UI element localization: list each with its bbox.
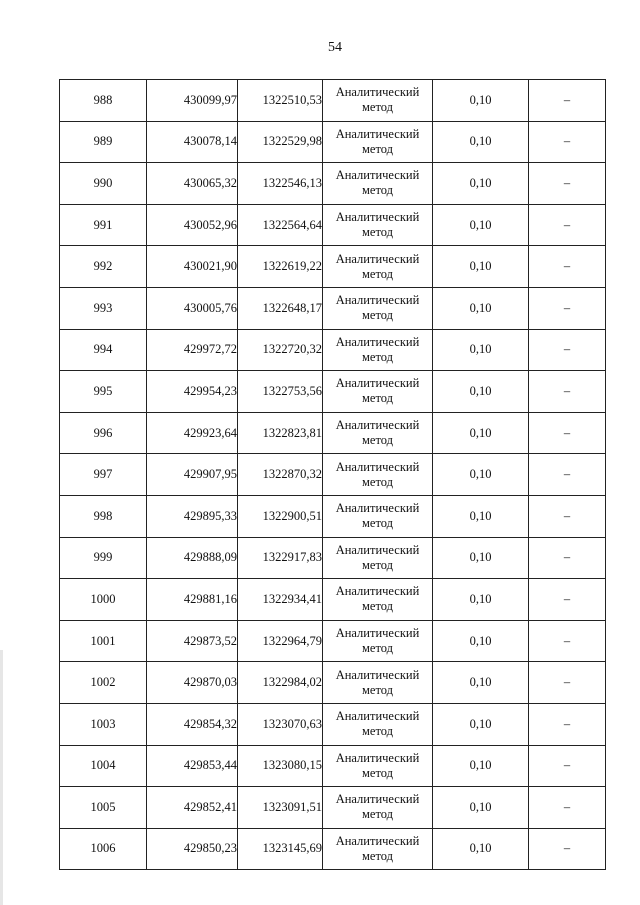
accuracy-cell: 0,10 (433, 412, 529, 454)
point-number-cell: 990 (60, 163, 147, 205)
method-cell: Аналитический метод (323, 620, 433, 662)
method-cell: Аналитический метод (323, 787, 433, 829)
point-number-cell: 1001 (60, 620, 147, 662)
y-coordinate-cell: 1322510,53 (238, 80, 323, 122)
x-coordinate-cell: 429923,64 (147, 412, 238, 454)
accuracy-cell: 0,10 (433, 537, 529, 579)
point-number-cell: 996 (60, 412, 147, 454)
note-cell: – (529, 287, 606, 329)
note-cell: – (529, 329, 606, 371)
method-cell: Аналитический метод (323, 745, 433, 787)
x-coordinate-cell: 429853,44 (147, 745, 238, 787)
x-coordinate-cell: 430065,32 (147, 163, 238, 205)
table-row (60, 454, 606, 496)
note-cell: – (529, 246, 606, 288)
point-number-cell: 1006 (60, 828, 147, 870)
x-coordinate-cell: 430005,76 (147, 287, 238, 329)
point-number-cell: 998 (60, 495, 147, 537)
table-row (60, 163, 606, 205)
y-coordinate-cell: 1323080,15 (238, 745, 323, 787)
accuracy-cell: 0,10 (433, 579, 529, 621)
note-cell: – (529, 828, 606, 870)
method-cell: Аналитический метод (323, 828, 433, 870)
table-row (60, 662, 606, 704)
note-cell: – (529, 412, 606, 454)
note-cell: – (529, 745, 606, 787)
method-cell: Аналитический метод (323, 80, 433, 122)
point-number-cell: 1005 (60, 787, 147, 829)
point-number-cell: 1004 (60, 745, 147, 787)
accuracy-cell: 0,10 (433, 80, 529, 122)
method-cell: Аналитический метод (323, 246, 433, 288)
y-coordinate-cell: 1322619,22 (238, 246, 323, 288)
note-cell: – (529, 662, 606, 704)
point-number-cell: 988 (60, 80, 147, 122)
accuracy-cell: 0,10 (433, 828, 529, 870)
note-cell: – (529, 703, 606, 745)
x-coordinate-cell: 429972,72 (147, 329, 238, 371)
method-cell: Аналитический метод (323, 454, 433, 496)
x-coordinate-cell: 429854,32 (147, 703, 238, 745)
accuracy-cell: 0,10 (433, 787, 529, 829)
x-coordinate-cell: 429850,23 (147, 828, 238, 870)
point-number-cell: 1002 (60, 662, 147, 704)
point-number-cell: 994 (60, 329, 147, 371)
x-coordinate-cell: 429852,41 (147, 787, 238, 829)
x-coordinate-cell: 429954,23 (147, 371, 238, 413)
method-cell: Аналитический метод (323, 371, 433, 413)
x-coordinate-cell: 430021,90 (147, 246, 238, 288)
method-cell: Аналитический метод (323, 537, 433, 579)
note-cell: – (529, 620, 606, 662)
x-coordinate-cell: 430078,14 (147, 121, 238, 163)
y-coordinate-cell: 1323091,51 (238, 787, 323, 829)
note-cell: – (529, 579, 606, 621)
note-cell: – (529, 204, 606, 246)
y-coordinate-cell: 1322564,64 (238, 204, 323, 246)
method-cell: Аналитический метод (323, 703, 433, 745)
y-coordinate-cell: 1322964,79 (238, 620, 323, 662)
table-row (60, 537, 606, 579)
table-row (60, 371, 606, 413)
x-coordinate-cell: 429895,33 (147, 495, 238, 537)
note-cell: – (529, 495, 606, 537)
accuracy-cell: 0,10 (433, 620, 529, 662)
note-cell: – (529, 454, 606, 496)
x-coordinate-cell: 430052,96 (147, 204, 238, 246)
method-cell: Аналитический метод (323, 412, 433, 454)
accuracy-cell: 0,10 (433, 454, 529, 496)
table-row (60, 828, 606, 870)
table-row (60, 204, 606, 246)
table-row (60, 579, 606, 621)
table-row (60, 287, 606, 329)
y-coordinate-cell: 1322823,81 (238, 412, 323, 454)
table-row (60, 329, 606, 371)
note-cell: – (529, 787, 606, 829)
accuracy-cell: 0,10 (433, 246, 529, 288)
method-cell: Аналитический метод (323, 121, 433, 163)
table-row (60, 412, 606, 454)
table-row (60, 787, 606, 829)
accuracy-cell: 0,10 (433, 371, 529, 413)
point-number-cell: 1003 (60, 703, 147, 745)
x-coordinate-cell: 429888,09 (147, 537, 238, 579)
note-cell: – (529, 80, 606, 122)
x-coordinate-cell: 429907,95 (147, 454, 238, 496)
accuracy-cell: 0,10 (433, 287, 529, 329)
note-cell: – (529, 371, 606, 413)
table-row (60, 121, 606, 163)
y-coordinate-cell: 1322546,13 (238, 163, 323, 205)
point-number-cell: 995 (60, 371, 147, 413)
y-coordinate-cell: 1323070,63 (238, 703, 323, 745)
y-coordinate-cell: 1322529,98 (238, 121, 323, 163)
table-row (60, 745, 606, 787)
y-coordinate-cell: 1322934,41 (238, 579, 323, 621)
x-coordinate-cell: 430099,97 (147, 80, 238, 122)
accuracy-cell: 0,10 (433, 662, 529, 704)
note-cell: – (529, 121, 606, 163)
y-coordinate-cell: 1322720,32 (238, 329, 323, 371)
y-coordinate-cell: 1322753,56 (238, 371, 323, 413)
y-coordinate-cell: 1322870,32 (238, 454, 323, 496)
accuracy-cell: 0,10 (433, 703, 529, 745)
y-coordinate-cell: 1322648,17 (238, 287, 323, 329)
scan-edge-shadow (0, 650, 3, 905)
point-number-cell: 992 (60, 246, 147, 288)
table-row (60, 620, 606, 662)
x-coordinate-cell: 429870,03 (147, 662, 238, 704)
x-coordinate-cell: 429881,16 (147, 579, 238, 621)
method-cell: Аналитический метод (323, 579, 433, 621)
accuracy-cell: 0,10 (433, 204, 529, 246)
note-cell: – (529, 537, 606, 579)
point-number-cell: 991 (60, 204, 147, 246)
method-cell: Аналитический метод (323, 204, 433, 246)
method-cell: Аналитический метод (323, 287, 433, 329)
method-cell: Аналитический метод (323, 329, 433, 371)
method-cell: Аналитический метод (323, 163, 433, 205)
table-row (60, 703, 606, 745)
page-number: 54 (328, 40, 342, 55)
accuracy-cell: 0,10 (433, 121, 529, 163)
note-cell: – (529, 163, 606, 205)
accuracy-cell: 0,10 (433, 329, 529, 371)
table-row (60, 246, 606, 288)
y-coordinate-cell: 1322917,83 (238, 537, 323, 579)
point-number-cell: 997 (60, 454, 147, 496)
table-row (60, 495, 606, 537)
point-number-cell: 1000 (60, 579, 147, 621)
table-body (60, 80, 606, 870)
method-cell: Аналитический метод (323, 662, 433, 704)
coordinates-table (59, 79, 606, 870)
y-coordinate-cell: 1322900,51 (238, 495, 323, 537)
table-row (60, 80, 606, 122)
y-coordinate-cell: 1323145,69 (238, 828, 323, 870)
y-coordinate-cell: 1322984,02 (238, 662, 323, 704)
point-number-cell: 989 (60, 121, 147, 163)
accuracy-cell: 0,10 (433, 745, 529, 787)
x-coordinate-cell: 429873,52 (147, 620, 238, 662)
accuracy-cell: 0,10 (433, 163, 529, 205)
accuracy-cell: 0,10 (433, 495, 529, 537)
point-number-cell: 999 (60, 537, 147, 579)
point-number-cell: 993 (60, 287, 147, 329)
method-cell: Аналитический метод (323, 495, 433, 537)
